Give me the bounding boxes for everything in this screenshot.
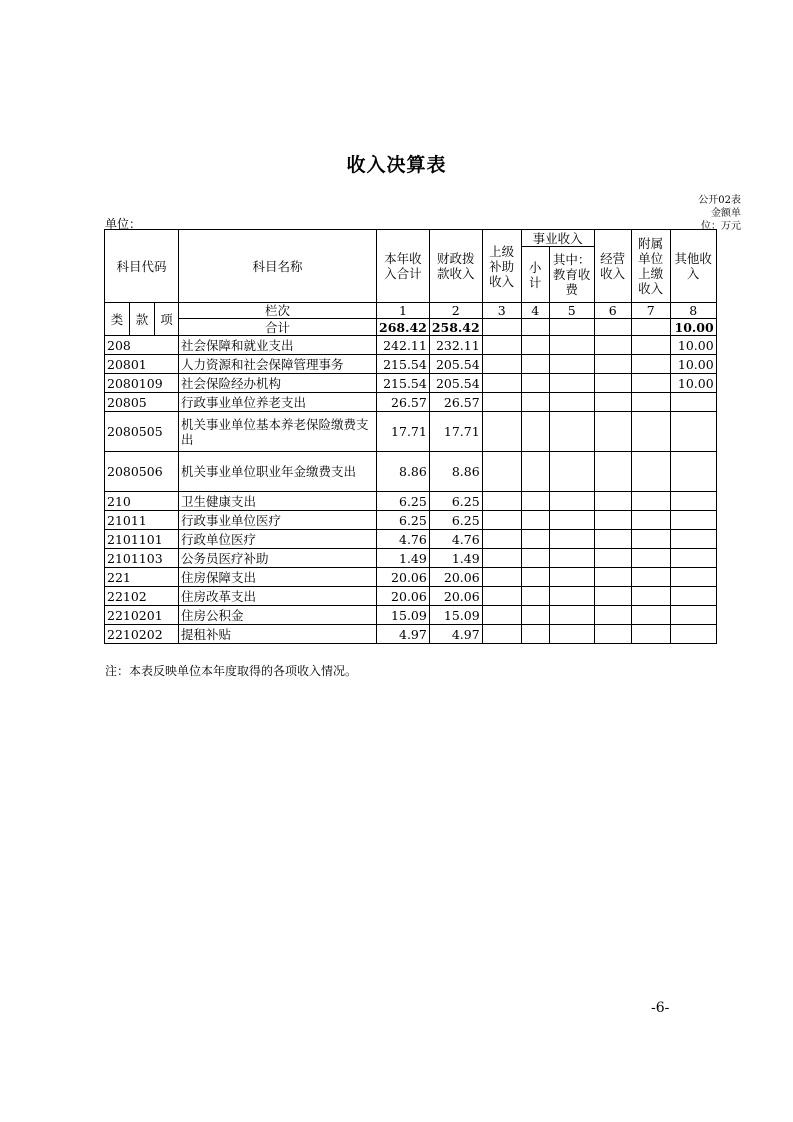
header-business: 事业收入 [521,230,594,247]
header-fiscal: 财政拨款收入 [429,230,482,303]
row-value [594,355,631,374]
row-value [482,336,521,355]
form-number: 公开02表 [698,195,741,206]
total-cell [482,319,521,336]
row-value: 20.06 [429,587,482,606]
row-value: 6.25 [429,492,482,511]
row-code: 208 [105,336,179,355]
row-value [482,625,521,644]
row-value: 15.09 [377,606,430,625]
row-value [521,336,549,355]
table-note: 注：本表反映单位本年度取得的各项收入情况。 [105,664,358,678]
row-code: 22102 [105,587,179,606]
row-value [549,492,594,511]
row-value [482,355,521,374]
row-value [549,625,594,644]
row-value [594,625,631,644]
row-value [521,587,549,606]
row-value: 20.06 [377,568,430,587]
row-value: 1.49 [429,549,482,568]
row-value [549,606,594,625]
row-value: 17.71 [377,412,430,452]
row-value: 232.11 [429,336,482,355]
row-value: 20.06 [429,568,482,587]
row-value [631,606,670,625]
row-value: 215.54 [377,374,430,393]
row-code: 221 [105,568,179,587]
col-num: 3 [482,303,521,319]
row-value [594,492,631,511]
row-value [670,492,716,511]
row-value [631,412,670,452]
col-num: 7 [631,303,670,319]
row-code: 2080506 [105,452,179,492]
table-row [105,412,717,452]
table-row [105,393,717,412]
row-name: 住房保障支出 [179,568,377,587]
row-code: 2210201 [105,606,179,625]
row-value [482,511,521,530]
row-code: 2080109 [105,374,179,393]
row-value [549,549,594,568]
col-num: 5 [549,303,594,319]
row-code: 2101103 [105,549,179,568]
header-lanci: 栏次 [179,303,377,319]
row-name: 行政事业单位医疗 [179,511,377,530]
row-value [670,587,716,606]
total-cell [521,319,549,336]
row-value [482,393,521,412]
header-other: 其他收入 [670,230,716,303]
row-value [521,625,549,644]
table-row [105,587,717,606]
header-affiliated: 附属单位上缴收入 [631,230,670,303]
col-num: 6 [594,303,631,319]
row-value [631,625,670,644]
row-value [549,393,594,412]
header-xiang: 项 [155,303,179,336]
header-lei: 类 [105,303,130,336]
table-row [105,530,717,549]
row-name: 社会保障和就业支出 [179,336,377,355]
row-value [631,374,670,393]
row-value [482,606,521,625]
table-row [105,625,717,644]
row-value [482,530,521,549]
row-code: 210 [105,492,179,511]
row-value: 1.49 [377,549,430,568]
row-value [594,374,631,393]
row-value [521,412,549,452]
row-value: 6.25 [377,492,430,511]
row-value [670,549,716,568]
total-cell: 268.42 [377,319,430,336]
row-value [631,549,670,568]
header-edu: 其中：教育收费 [549,247,594,303]
row-value [521,393,549,412]
row-code: 2080505 [105,412,179,452]
row-value [594,511,631,530]
row-value [482,587,521,606]
row-value [594,549,631,568]
row-value [594,606,631,625]
row-value [521,530,549,549]
row-value [631,355,670,374]
row-value: 8.86 [429,452,482,492]
header-operating: 经营收入 [594,230,631,303]
row-name: 住房公积金 [179,606,377,625]
row-value [594,568,631,587]
row-name: 公务员医疗补助 [179,549,377,568]
row-value [594,412,631,452]
row-value [521,452,549,492]
row-value [594,530,631,549]
table-row [105,452,717,492]
row-value [631,492,670,511]
col-num: 4 [521,303,549,319]
income-table [104,229,717,644]
row-value [521,606,549,625]
row-value: 4.76 [429,530,482,549]
row-value [482,412,521,452]
row-value [521,511,549,530]
row-value [521,549,549,568]
row-name: 住房改革支出 [179,587,377,606]
row-value: 242.11 [377,336,430,355]
row-value [631,587,670,606]
table-row [105,549,717,568]
row-code: 20805 [105,393,179,412]
row-value [670,511,716,530]
row-value: 10.00 [670,374,716,393]
row-value [521,492,549,511]
row-value [549,511,594,530]
row-value [631,452,670,492]
row-value [482,452,521,492]
row-value: 6.25 [429,511,482,530]
row-value: 4.97 [377,625,430,644]
row-value [631,393,670,412]
row-value [482,492,521,511]
header-code: 科目代码 [105,230,179,303]
row-value [549,336,594,355]
row-value [482,549,521,568]
total-cell: 258.42 [429,319,482,336]
row-code: 20801 [105,355,179,374]
header-total: 本年收入合计 [377,230,430,303]
table-row [105,374,717,393]
table-row [105,568,717,587]
row-value [549,452,594,492]
row-value: 10.00 [670,336,716,355]
amount-unit-line-1: 金额单 [711,208,741,219]
row-name: 行政单位医疗 [179,530,377,549]
table-row [105,355,717,374]
row-name: 卫生健康支出 [179,492,377,511]
row-value [594,336,631,355]
row-value [521,355,549,374]
row-value: 205.54 [429,374,482,393]
row-value: 215.54 [377,355,430,374]
row-value [594,587,631,606]
col-num: 8 [670,303,716,319]
row-value: 20.06 [377,587,430,606]
row-value [549,412,594,452]
row-value: 10.00 [670,355,716,374]
row-value [670,568,716,587]
row-value [594,393,631,412]
row-value: 6.25 [377,511,430,530]
row-value [670,393,716,412]
row-value [670,412,716,452]
col-num: 2 [429,303,482,319]
row-value [549,568,594,587]
table-row [105,511,717,530]
row-code: 2210202 [105,625,179,644]
header-subsidy: 上级补助收入 [482,230,521,303]
total-cell: 10.00 [670,319,716,336]
row-value [549,530,594,549]
row-value: 4.97 [429,625,482,644]
row-value: 26.57 [429,393,482,412]
header-kuan: 款 [130,303,155,336]
amount-unit-line-2: 位：万元 [701,221,741,232]
row-value [670,625,716,644]
row-value: 15.09 [429,606,482,625]
page-title: 收入决算表 [346,154,447,176]
total-cell [594,319,631,336]
total-cell [549,319,594,336]
row-code: 2101101 [105,530,179,549]
row-value [521,568,549,587]
row-value [670,452,716,492]
total-cell [631,319,670,336]
table-row [105,336,717,355]
unit-label: 单位： [105,217,142,231]
row-value: 8.86 [377,452,430,492]
row-name: 行政事业单位养老支出 [179,393,377,412]
header-subtotal: 小计 [521,247,549,303]
row-value [549,374,594,393]
col-num: 1 [377,303,430,319]
row-value: 26.57 [377,393,430,412]
total-label: 合计 [179,319,377,336]
row-value [594,452,631,492]
row-value [521,374,549,393]
row-value [631,530,670,549]
row-value [482,568,521,587]
row-value [549,587,594,606]
row-value: 17.71 [429,412,482,452]
header-name: 科目名称 [179,230,377,303]
row-value [631,568,670,587]
row-name: 人力资源和社会保障管理事务 [179,355,377,374]
table-row [105,492,717,511]
row-name: 机关事业单位职业年金缴费支出 [179,452,377,492]
row-name: 提租补贴 [179,625,377,644]
row-value [482,374,521,393]
row-value: 205.54 [429,355,482,374]
row-name: 社会保险经办机构 [179,374,377,393]
table-row [105,606,717,625]
row-code: 21011 [105,511,179,530]
row-value [670,606,716,625]
page-number: -6- [651,1000,670,1016]
row-name: 机关事业单位基本养老保险缴费支出 [179,412,377,452]
row-value [631,336,670,355]
row-value: 4.76 [377,530,430,549]
row-value [549,355,594,374]
row-value [631,511,670,530]
row-value [670,530,716,549]
